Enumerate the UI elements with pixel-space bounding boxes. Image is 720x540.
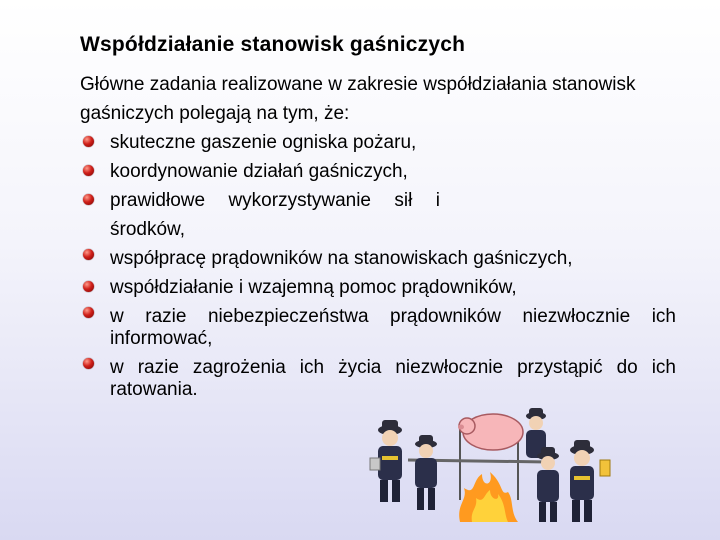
bullet-icon xyxy=(83,307,94,318)
bullet-icon xyxy=(83,358,94,369)
slide-title: Współdziałanie stanowisk gaśniczych xyxy=(80,33,466,56)
bullet-text: współpracę prądowników na stanowiskach gaśniczych, xyxy=(110,248,573,269)
list-item xyxy=(80,273,676,302)
bullet-text: współdziałanie i wzajemną pomoc prądowników, xyxy=(110,277,517,298)
bullet-icon xyxy=(83,194,94,205)
bullet-text: koordynowanie działań gaśniczych, xyxy=(110,161,408,182)
list-item xyxy=(80,244,676,273)
bullet-list xyxy=(80,128,676,404)
list-item xyxy=(80,302,676,353)
bullet-icon xyxy=(83,136,94,147)
bullet-icon xyxy=(83,281,94,292)
bullet-icon xyxy=(83,165,94,176)
intro-text: Główne zadania realizowane w zakresie współdziałania stanowisk gaśniczych polegają na tym, że: xyxy=(80,74,636,124)
list-item xyxy=(80,353,676,404)
bullet-text: skuteczne gaszenie ogniska pożaru, xyxy=(110,132,417,153)
bullet-text: w razie zagrożenia ich życia niezwłocznie przystąpić do ich ratowania. xyxy=(110,357,676,400)
firefighters-clipart-icon xyxy=(368,400,620,528)
list-item xyxy=(80,157,676,186)
bullet-text: prawidłowe wykorzystywanie sił i środków, xyxy=(110,190,440,240)
list-item xyxy=(80,186,440,244)
list-item xyxy=(80,128,676,157)
bullet-icon xyxy=(83,249,94,260)
bullet-text: w razie niebezpieczeństwa prądowników niezwłocznie ich informować, xyxy=(110,306,676,349)
